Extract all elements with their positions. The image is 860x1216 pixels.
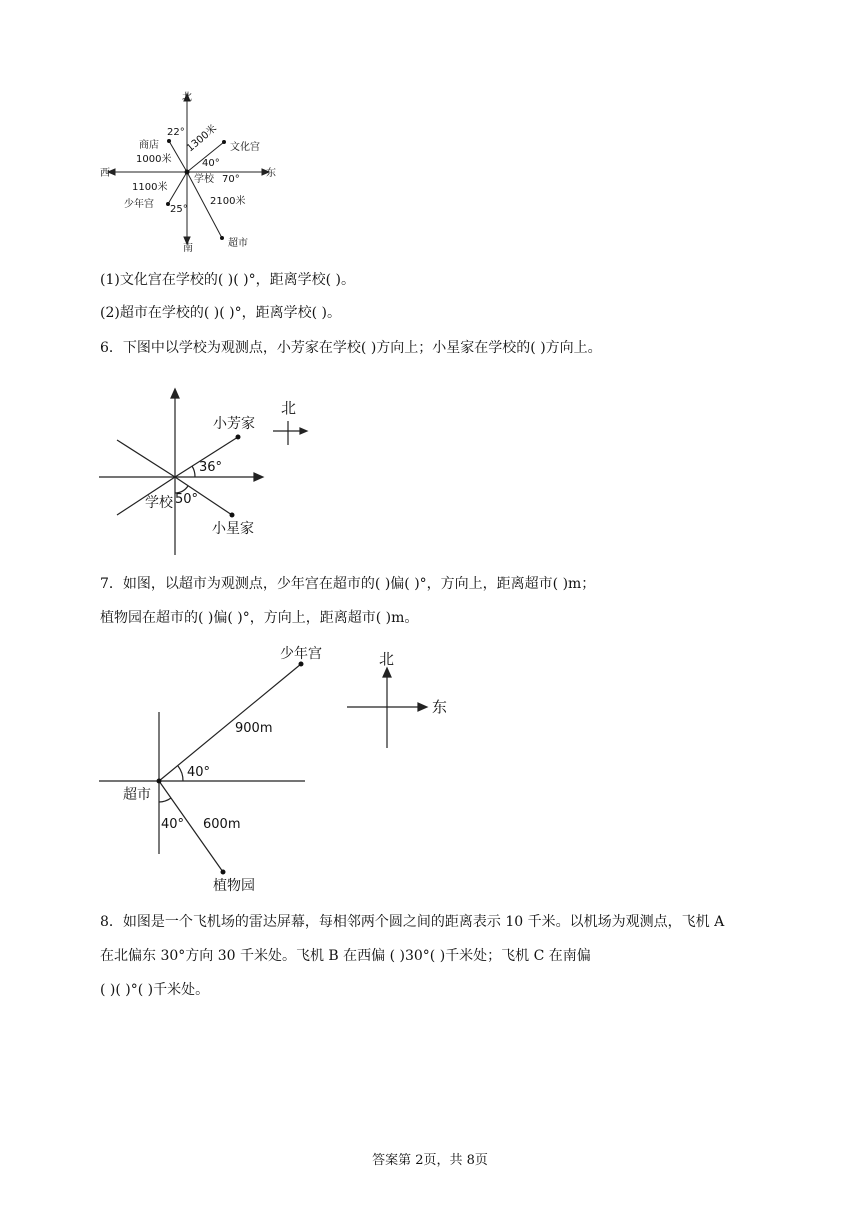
- question-5-part-2: (2)超市在学校的( )( )°，距离学校( )。: [100, 305, 341, 321]
- q7-garden-distance: 600m: [203, 817, 241, 832]
- fig1-market-distance: 2100米: [210, 196, 246, 207]
- question-5-part-1: (1)文化宫在学校的( )( )°，距离学校( )。: [100, 272, 355, 288]
- question-8-line-2: 在北偏东 30°方向 30 千米处。飞机 B 在西偏 ( )30°( )千米处；飞机 C 在南偏: [100, 948, 591, 964]
- fig1-culture-angle: 40°: [202, 158, 220, 169]
- fig1-north-label: 北: [182, 92, 192, 103]
- q7-youth-label: 少年宫: [280, 646, 322, 662]
- q7-east-label: 东: [432, 698, 448, 716]
- fig1-shop-distance: 1000米: [136, 154, 172, 165]
- fig1-shop-label: 商店: [139, 140, 159, 151]
- fig1-culture-distance: 1300米: [184, 123, 220, 155]
- q6-angle-36: 36°: [199, 460, 223, 475]
- fig1-shop-angle: 22°: [167, 127, 185, 138]
- q7-youth-distance: 900m: [235, 721, 273, 736]
- fig1-market-label: 超市: [228, 238, 248, 249]
- q6-angle-50: 50°: [175, 492, 199, 507]
- q6-north-label: 北: [281, 399, 297, 417]
- q6-school-label: 学校: [145, 495, 173, 511]
- fig1-youth-label: 少年宫: [124, 199, 154, 210]
- fig1-west-label: 西: [100, 168, 110, 179]
- q7-angle-up: 40°: [187, 765, 211, 780]
- question-7-line-2: 植物园在超市的( )偏( )°，方向上，距离超市( )m。: [100, 610, 419, 626]
- question-8-line-1: 8．如图是一个飞机场的雷达屏幕，每相邻两个圆之间的距离表示 10 千米。以机场为观测点，飞机 A: [100, 914, 725, 930]
- question-7-diagram: [95, 642, 455, 892]
- q7-market-label: 超市: [123, 787, 151, 803]
- question-7-line-1: 7．如图，以超市为观测点，少年宫在超市的( )偏( )°，方向上，距离超市( )m；: [100, 576, 596, 592]
- fig1-culture-label: 文化宫: [230, 142, 260, 153]
- fig1-south-label: 南: [183, 243, 193, 254]
- school-compass-diagram: [90, 88, 290, 258]
- q7-angle-down: 40°: [161, 817, 185, 832]
- q6-xiaoxing-label: 小星家: [212, 521, 254, 537]
- question-8-line-3: ( )( )°( )千米处。: [100, 982, 210, 998]
- q6-xiaofang-label: 小芳家: [213, 416, 255, 432]
- fig1-school-label: 学校: [194, 174, 214, 185]
- question-6-diagram: [95, 385, 335, 560]
- q7-garden-label: 植物园: [213, 878, 255, 894]
- fig1-youth-distance: 1100米: [132, 182, 168, 193]
- page-footer: 答案第 2页，共 8页: [372, 1153, 488, 1168]
- fig1-market-angle: 70°: [222, 174, 240, 185]
- question-6-text: 6．下图中以学校为观测点，小芳家在学校( )方向上；小星家在学校的( )方向上。: [100, 340, 602, 356]
- fig1-east-label: 东: [266, 168, 276, 179]
- q7-north-label: 北: [379, 650, 395, 668]
- fig1-youth-angle: 25°: [170, 204, 188, 215]
